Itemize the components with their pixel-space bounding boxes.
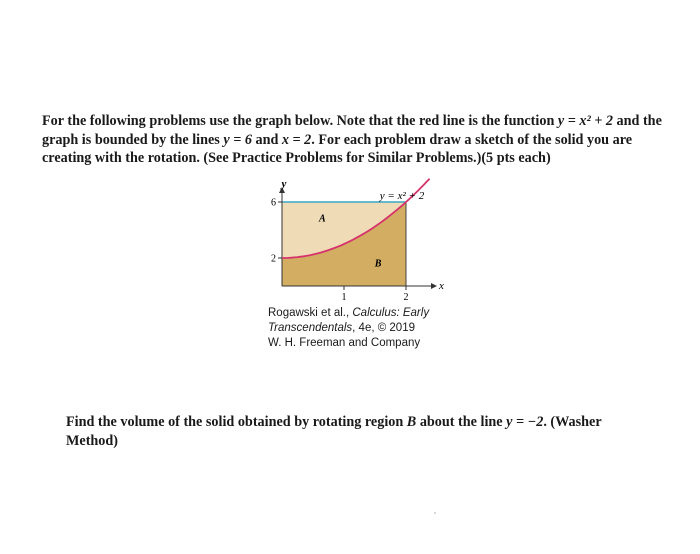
intro-text-3: and [251,131,282,148]
tick-label-y-2: 2 [271,253,276,265]
question-text [66,413,646,450]
intro-text-4: . For each problem draw a sketch of the solid you are creating with the rotation. (See Practice Problems for Similar Problems.)(5 pts each) [42,131,633,166]
curve-label: y = x² + 2 [379,190,425,202]
region-b-label: B [374,258,382,270]
intro-line-y: y = 6 [223,131,252,148]
question-text-3: . (Washer Method) [66,414,602,449]
question-line: y = −2 [506,414,544,430]
y-axis-label: y [281,178,287,190]
stray-dot [434,512,436,514]
region-graph [250,178,460,300]
tick-label-y-6: 6 [271,197,276,209]
tick-label-x-1: 1 [341,292,347,300]
intro-line-x: x = 2 [281,131,312,148]
region-graph-svg [250,178,460,300]
x-axis-label: x [439,280,444,292]
problem-intro [42,112,682,168]
question-region: B [406,414,417,430]
tick-label-x-2: 2 [403,292,409,300]
question-text-1: Find the volume of the solid obtained by rotating region [66,414,407,430]
caption-publisher: W. H. Freeman and Company [268,337,421,349]
intro-text-1: For the following problems use the graph below. Note that the red line is the function [42,113,558,129]
caption-prefix: Rogawski et al., [268,307,353,319]
figure-caption [268,306,508,351]
intro-function: y = x² + 2 [557,113,613,129]
region-a-label: A [318,213,326,225]
intro-text-2: and the graph is bounded by the lines [42,113,662,148]
caption-edition: , 4e, © 2019 [352,322,415,334]
question-text-2: about the line [416,414,507,430]
caption-title-1: Calculus: Early [352,307,430,319]
caption-title-2: Transcendentals [268,322,353,334]
